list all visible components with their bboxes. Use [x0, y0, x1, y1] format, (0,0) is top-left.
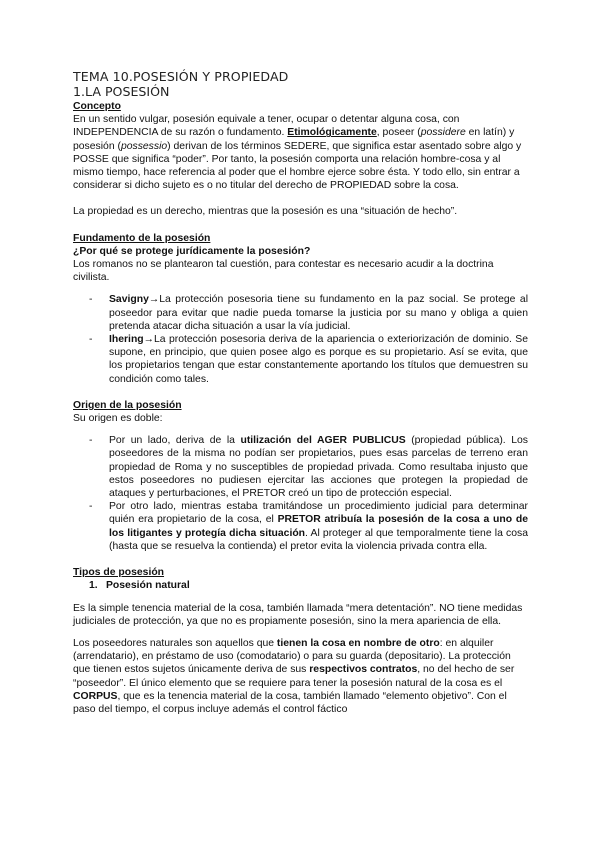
- concepto-paragraph: En un sentido vulgar, posesión equivale a tener, ocupar o detentar alguna cosa, con INDEPENDENCIA de su razón o fundamento. Etimológicamente, poseer (possidere en latín) y posesión (possessio) derivan de los términos SEDERE, que significa estar asentado sobre algo y POSSE que significa “poder”. Por tanto, la posesión comporta una relación hombre-cosa y al mismo tiempo, hace referencia al poder que el hombre ejerce sobre ésta. Y todo ello, sin entrar a considerar si dicho sujeto es o no titular del derecho de PROPIEDAD sobre la cosa.: [73, 114, 522, 192]
- concepto-heading: Concepto: [73, 101, 121, 112]
- fundamento-list: [73, 293, 528, 385]
- list-item: - Ihering→La protección posesoria deriva de la apariencia o exteriorización de dominio. Se supone, en principio, que quien posee algo es porque es su propietario. Así se evita, que los propietarios tengan que estar constantemente aportando los títulos que demuestren su condición como tales.: [89, 334, 528, 385]
- posesion-natural-paragraph: Es la simple tenencia material de la cosa, también llamada “mera detentación”. NO tiene medidas judiciales de protección, ya que no es propiamente posesión, sino la mera apariencia de ella.: [73, 602, 523, 627]
- origen-intro: Su origen es doble:: [73, 413, 163, 425]
- origen-heading: Origen de la posesión: [73, 399, 182, 411]
- document-page: [73, 70, 528, 716]
- fundamento-intro: Los romanos no se plantearon tal cuestión, para contestar es necesario acudir a la doctrina civilista.: [73, 259, 494, 284]
- fundamento-heading: Fundamento de la posesión: [73, 232, 211, 244]
- propiedad-paragraph: La propiedad es un derecho, mientras que la posesión es una “situación de hecho”.: [73, 206, 458, 218]
- posesion-natural-heading: 1. Posesión natural: [89, 580, 190, 592]
- poseedores-paragraph: Los poseedores naturales son aquellos que tienen la cosa en nombre de otro: en alquiler (arrendatario), en préstamo de uso (comodatario) o para su guarda (depositario). La protección que tienen estos sujetos únicamente deriva de sus respectivos contratos, no del hecho de ser “poseedor”. El único elemento que se requiere para tener la posesión natural de la cosa es el CORPUS, que es la tenencia material de la cosa, también llamado “elemento objetivo”. Con el paso del tiempo, el corpus incluye además el control fáctico: [73, 637, 515, 715]
- list-item: - Savigny→La protección posesoria tiene su fundamento en la paz social. Se protege al poseedor para evitar que nadie pueda tomarse la justicia por su mano y obliga a quien pretenda atacar dicha situación a usar la vía judicial.: [89, 294, 528, 332]
- tipos-heading: Tipos de posesión: [73, 567, 165, 579]
- origen-list: [73, 434, 528, 553]
- list-item: - Por otro lado, mientras estaba tramitándose un procedimiento judicial para determinar quién era propietario de la cosa, el PRETOR atribuía la posesión de la cosa a uno de los litigantes y protegía dicha situación. Al proteger al que temporalmente tiene la cosa (hasta que se resuelva la contienda) el pretor evita la violencia privada contra ella.: [89, 501, 528, 552]
- list-item: - Por un lado, deriva de la utilización del AGER PUBLICUS (propiedad pública). Los poseedores de la misma no podían ser propietarios, pues esas parcelas de terreno eran propiedad de Roma y no susceptibles de propiedad privada. Como resultaba injusto que estos poseedores no pudiesen ejercitar las acciones que protegen la propiedad de ataques y perturbaciones, el PRETOR creó un tipo de protección especial.: [89, 435, 528, 500]
- etimologicamente-term: Etimológicamente: [287, 127, 377, 139]
- fundamento-question: ¿Por qué se protege jurídicamente la posesión?: [73, 245, 311, 257]
- section-title: 1.LA POSESIÓN: [73, 83, 170, 99]
- document-title: TEMA 10.POSESIÓN Y PROPIEDAD: [73, 69, 289, 84]
